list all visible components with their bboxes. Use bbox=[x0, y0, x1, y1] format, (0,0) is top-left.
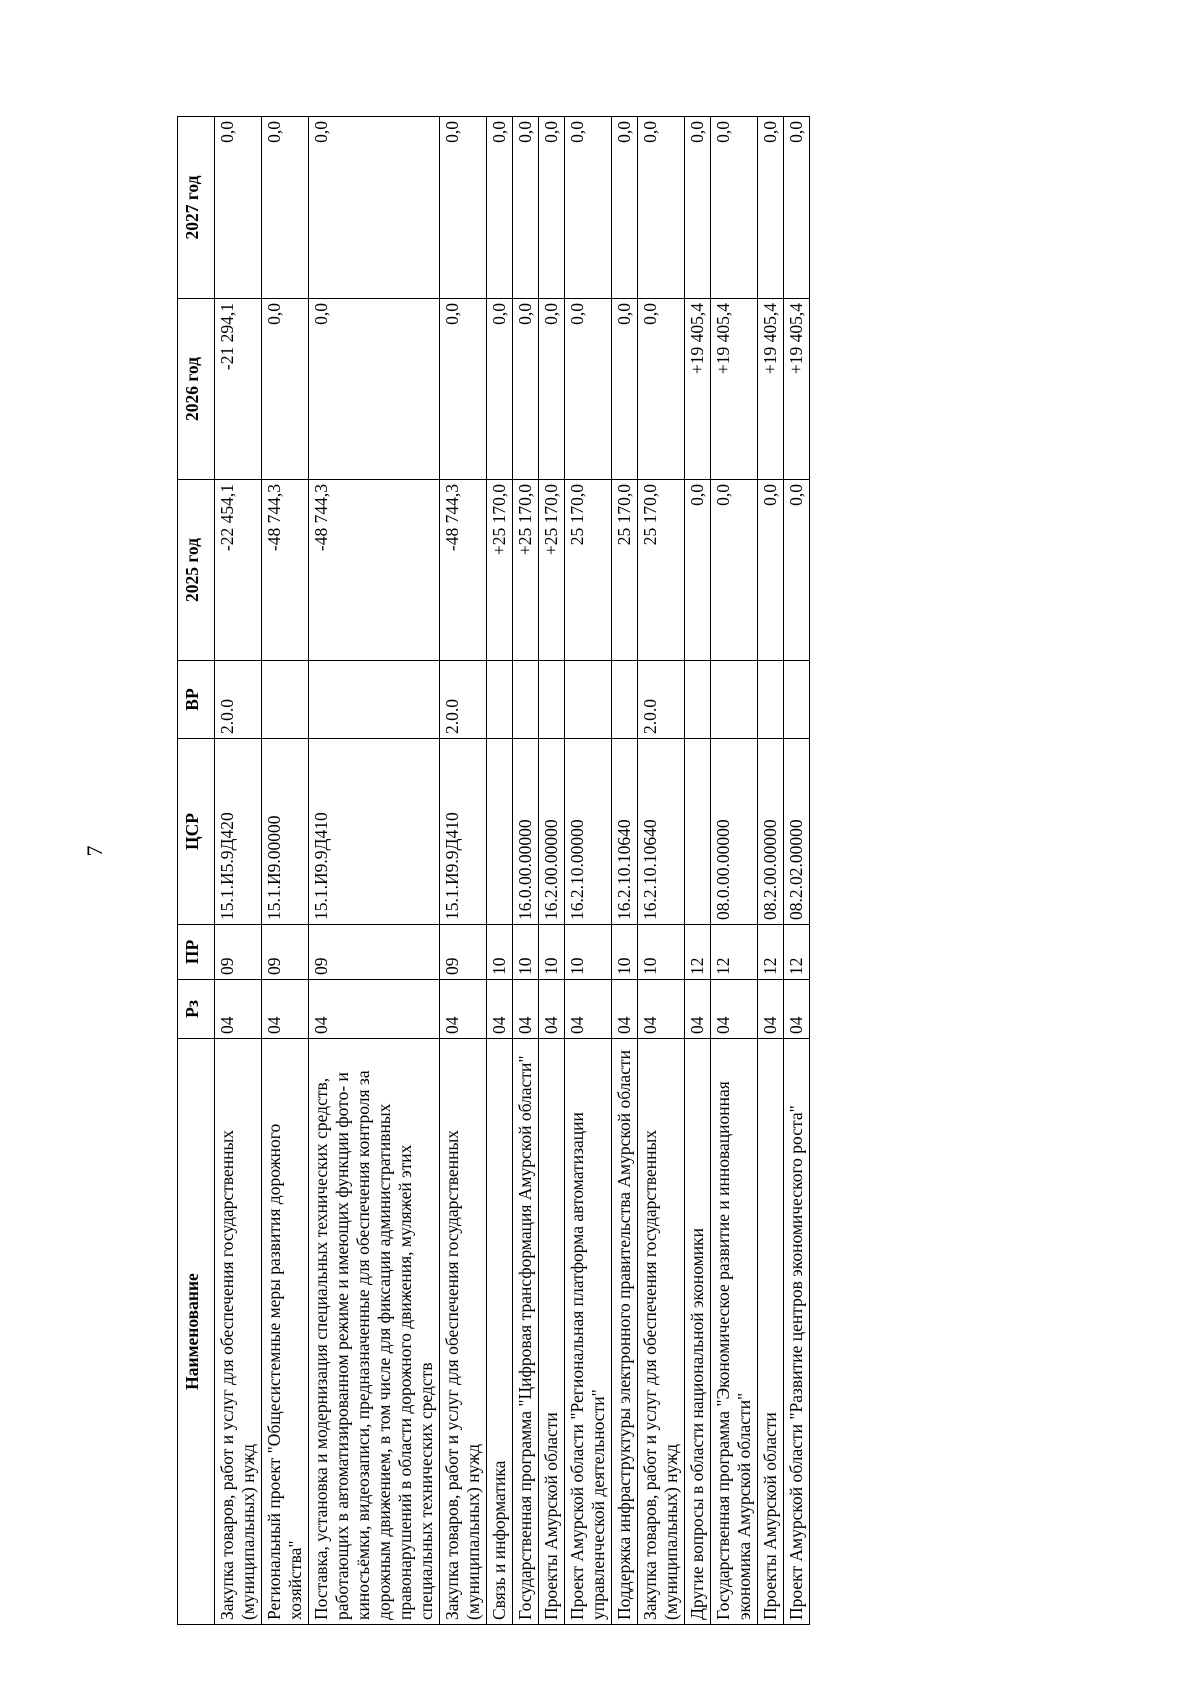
cell-2026: 0,0 bbox=[309, 299, 440, 480]
cell-csr bbox=[685, 739, 711, 925]
cell-2026: 0,0 bbox=[612, 299, 638, 480]
cell-2027: 0,0 bbox=[685, 117, 711, 299]
cell-2026: -21 294,1 bbox=[215, 299, 262, 480]
cell-pr: 10 bbox=[539, 925, 565, 980]
cell-vr: 2.0.0 bbox=[440, 661, 487, 739]
cell-vr bbox=[784, 661, 810, 739]
header-rz: Рз bbox=[178, 980, 215, 1039]
cell-2027: 0,0 bbox=[309, 117, 440, 299]
table-row bbox=[440, 117, 487, 1625]
table-row bbox=[262, 117, 309, 1625]
cell-2025: -22 454,1 bbox=[215, 480, 262, 661]
cell-2027: 0,0 bbox=[784, 117, 810, 299]
cell-name: Проект Амурской области "Региональная платформа автоматизации управленческой деятельности" bbox=[565, 1039, 612, 1625]
cell-pr: 09 bbox=[262, 925, 309, 980]
header-name: Наименование bbox=[178, 1039, 215, 1625]
cell-csr: 08.0.00.00000 bbox=[711, 739, 758, 925]
cell-2027: 0,0 bbox=[758, 117, 784, 299]
cell-vr bbox=[711, 661, 758, 739]
budget-table-rotated bbox=[177, 117, 1007, 1625]
header-vr: ВР bbox=[178, 661, 215, 739]
cell-csr: 15.1.И9.00000 bbox=[262, 739, 309, 925]
cell-2027: 0,0 bbox=[262, 117, 309, 299]
cell-2026: +19 405,4 bbox=[784, 299, 810, 480]
cell-2026: 0,0 bbox=[513, 299, 539, 480]
table-row bbox=[784, 117, 810, 1625]
table-row bbox=[513, 117, 539, 1625]
cell-name: Проект Амурской области "Развитие центров экономического роста" bbox=[784, 1039, 810, 1625]
cell-vr bbox=[513, 661, 539, 739]
cell-vr bbox=[758, 661, 784, 739]
cell-2027: 0,0 bbox=[487, 117, 513, 299]
cell-vr bbox=[539, 661, 565, 739]
cell-pr: 10 bbox=[565, 925, 612, 980]
cell-2025: +25 170,0 bbox=[539, 480, 565, 661]
cell-2025: -48 744,3 bbox=[309, 480, 440, 661]
cell-2027: 0,0 bbox=[513, 117, 539, 299]
cell-rz: 04 bbox=[440, 980, 487, 1039]
cell-2025: 0,0 bbox=[758, 480, 784, 661]
table-header-row bbox=[178, 117, 215, 1625]
cell-pr: 12 bbox=[685, 925, 711, 980]
cell-vr: 2.0.0 bbox=[638, 661, 685, 739]
cell-2027: 0,0 bbox=[638, 117, 685, 299]
cell-csr: 16.0.00.00000 bbox=[513, 739, 539, 925]
cell-2025: +25 170,0 bbox=[487, 480, 513, 661]
cell-csr: 16.2.00.00000 bbox=[539, 739, 565, 925]
table-row bbox=[612, 117, 638, 1625]
cell-2025: 0,0 bbox=[711, 480, 758, 661]
cell-name: Закупка товаров, работ и услуг для обеспечения государственных (муниципальных) нужд bbox=[440, 1039, 487, 1625]
cell-2027: 0,0 bbox=[539, 117, 565, 299]
cell-csr: 08.2.00.00000 bbox=[758, 739, 784, 925]
header-2025: 2025 год bbox=[178, 480, 215, 661]
cell-2026: 0,0 bbox=[262, 299, 309, 480]
cell-rz: 04 bbox=[711, 980, 758, 1039]
cell-2026: 0,0 bbox=[638, 299, 685, 480]
header-csr: ЦСР bbox=[178, 739, 215, 925]
cell-vr bbox=[565, 661, 612, 739]
cell-2025: 0,0 bbox=[685, 480, 711, 661]
cell-rz: 04 bbox=[309, 980, 440, 1039]
cell-pr: 12 bbox=[758, 925, 784, 980]
cell-name: Поставка, установка и модернизация специальных технических средств, работающих в автоматизированном режиме и имеющих функции фото- и киносъёмки, видеозаписи, предназначенные для обеспечения контроля за дорожным движением, в том числе для фиксации административных правонарушений в области дорожного движения, муляжей этих специальных технических средств bbox=[309, 1039, 440, 1625]
cell-rz: 04 bbox=[262, 980, 309, 1039]
cell-2025: 25 170,0 bbox=[565, 480, 612, 661]
cell-rz: 04 bbox=[758, 980, 784, 1039]
cell-pr: 09 bbox=[215, 925, 262, 980]
cell-name: Связь и информатика bbox=[487, 1039, 513, 1625]
cell-2027: 0,0 bbox=[215, 117, 262, 299]
cell-2027: 0,0 bbox=[612, 117, 638, 299]
cell-vr bbox=[685, 661, 711, 739]
cell-name: Закупка товаров, работ и услуг для обеспечения государственных (муниципальных) нужд bbox=[638, 1039, 685, 1625]
cell-rz: 04 bbox=[513, 980, 539, 1039]
header-2026: 2026 год bbox=[178, 299, 215, 480]
cell-rz: 04 bbox=[539, 980, 565, 1039]
table-row bbox=[638, 117, 685, 1625]
cell-rz: 04 bbox=[685, 980, 711, 1039]
cell-2025: 0,0 bbox=[784, 480, 810, 661]
cell-2025: +25 170,0 bbox=[513, 480, 539, 661]
page-number: 7 bbox=[82, 845, 107, 857]
cell-rz: 04 bbox=[487, 980, 513, 1039]
header-pr: ПР bbox=[178, 925, 215, 980]
cell-rz: 04 bbox=[215, 980, 262, 1039]
cell-pr: 12 bbox=[711, 925, 758, 980]
cell-name: Государственная программа "Экономическое развитие и инновационная экономика Амурской области" bbox=[711, 1039, 758, 1625]
cell-2026: 0,0 bbox=[487, 299, 513, 480]
cell-2026: 0,0 bbox=[539, 299, 565, 480]
budget-table bbox=[177, 116, 810, 1625]
cell-name: Государственная программа "Цифровая трансформация Амурской области" bbox=[513, 1039, 539, 1625]
cell-2026: +19 405,4 bbox=[711, 299, 758, 480]
cell-pr: 12 bbox=[784, 925, 810, 980]
table-row bbox=[487, 117, 513, 1625]
header-2027: 2027 год bbox=[178, 117, 215, 299]
cell-2025: -48 744,3 bbox=[440, 480, 487, 661]
cell-2027: 0,0 bbox=[440, 117, 487, 299]
cell-2026: 0,0 bbox=[565, 299, 612, 480]
cell-vr bbox=[487, 661, 513, 739]
cell-csr: 15.1.И9.9Д410 bbox=[440, 739, 487, 925]
cell-rz: 04 bbox=[784, 980, 810, 1039]
table-row bbox=[215, 117, 262, 1625]
cell-2025: -48 744,3 bbox=[262, 480, 309, 661]
table-row bbox=[539, 117, 565, 1625]
table-row bbox=[685, 117, 711, 1625]
cell-pr: 09 bbox=[309, 925, 440, 980]
cell-rz: 04 bbox=[638, 980, 685, 1039]
cell-name: Региональный проект "Общесистемные меры развития дорожного хозяйства" bbox=[262, 1039, 309, 1625]
cell-vr: 2.0.0 bbox=[215, 661, 262, 739]
cell-pr: 10 bbox=[487, 925, 513, 980]
cell-vr bbox=[262, 661, 309, 739]
cell-rz: 04 bbox=[612, 980, 638, 1039]
cell-csr: 16.2.10.10640 bbox=[612, 739, 638, 925]
cell-pr: 10 bbox=[513, 925, 539, 980]
cell-pr: 10 bbox=[638, 925, 685, 980]
cell-csr: 16.2.10.00000 bbox=[565, 739, 612, 925]
cell-name: Другие вопросы в области национальной экономики bbox=[685, 1039, 711, 1625]
cell-rz: 04 bbox=[565, 980, 612, 1039]
cell-csr: 15.1.И9.9Д410 bbox=[309, 739, 440, 925]
cell-csr: 16.2.10.10640 bbox=[638, 739, 685, 925]
cell-csr: 15.1.И5.9Д420 bbox=[215, 739, 262, 925]
cell-2027: 0,0 bbox=[565, 117, 612, 299]
cell-name: Поддержка инфраструктуры электронного правительства Амурской области bbox=[612, 1039, 638, 1625]
cell-2025: 25 170,0 bbox=[638, 480, 685, 661]
cell-name: Проекты Амурской области bbox=[539, 1039, 565, 1625]
cell-2026: +19 405,4 bbox=[758, 299, 784, 480]
cell-csr: 08.2.02.00000 bbox=[784, 739, 810, 925]
cell-vr bbox=[309, 661, 440, 739]
table-row bbox=[758, 117, 784, 1625]
cell-pr: 09 bbox=[440, 925, 487, 980]
cell-2026: +19 405,4 bbox=[685, 299, 711, 480]
cell-2027: 0,0 bbox=[711, 117, 758, 299]
cell-2025: 25 170,0 bbox=[612, 480, 638, 661]
cell-csr bbox=[487, 739, 513, 925]
cell-name: Закупка товаров, работ и услуг для обеспечения государственных (муниципальных) нужд bbox=[215, 1039, 262, 1625]
table-row bbox=[565, 117, 612, 1625]
table-row bbox=[309, 117, 440, 1625]
table-row bbox=[711, 117, 758, 1625]
cell-2026: 0,0 bbox=[440, 299, 487, 480]
cell-pr: 10 bbox=[612, 925, 638, 980]
cell-vr bbox=[612, 661, 638, 739]
cell-name: Проекты Амурской области bbox=[758, 1039, 784, 1625]
